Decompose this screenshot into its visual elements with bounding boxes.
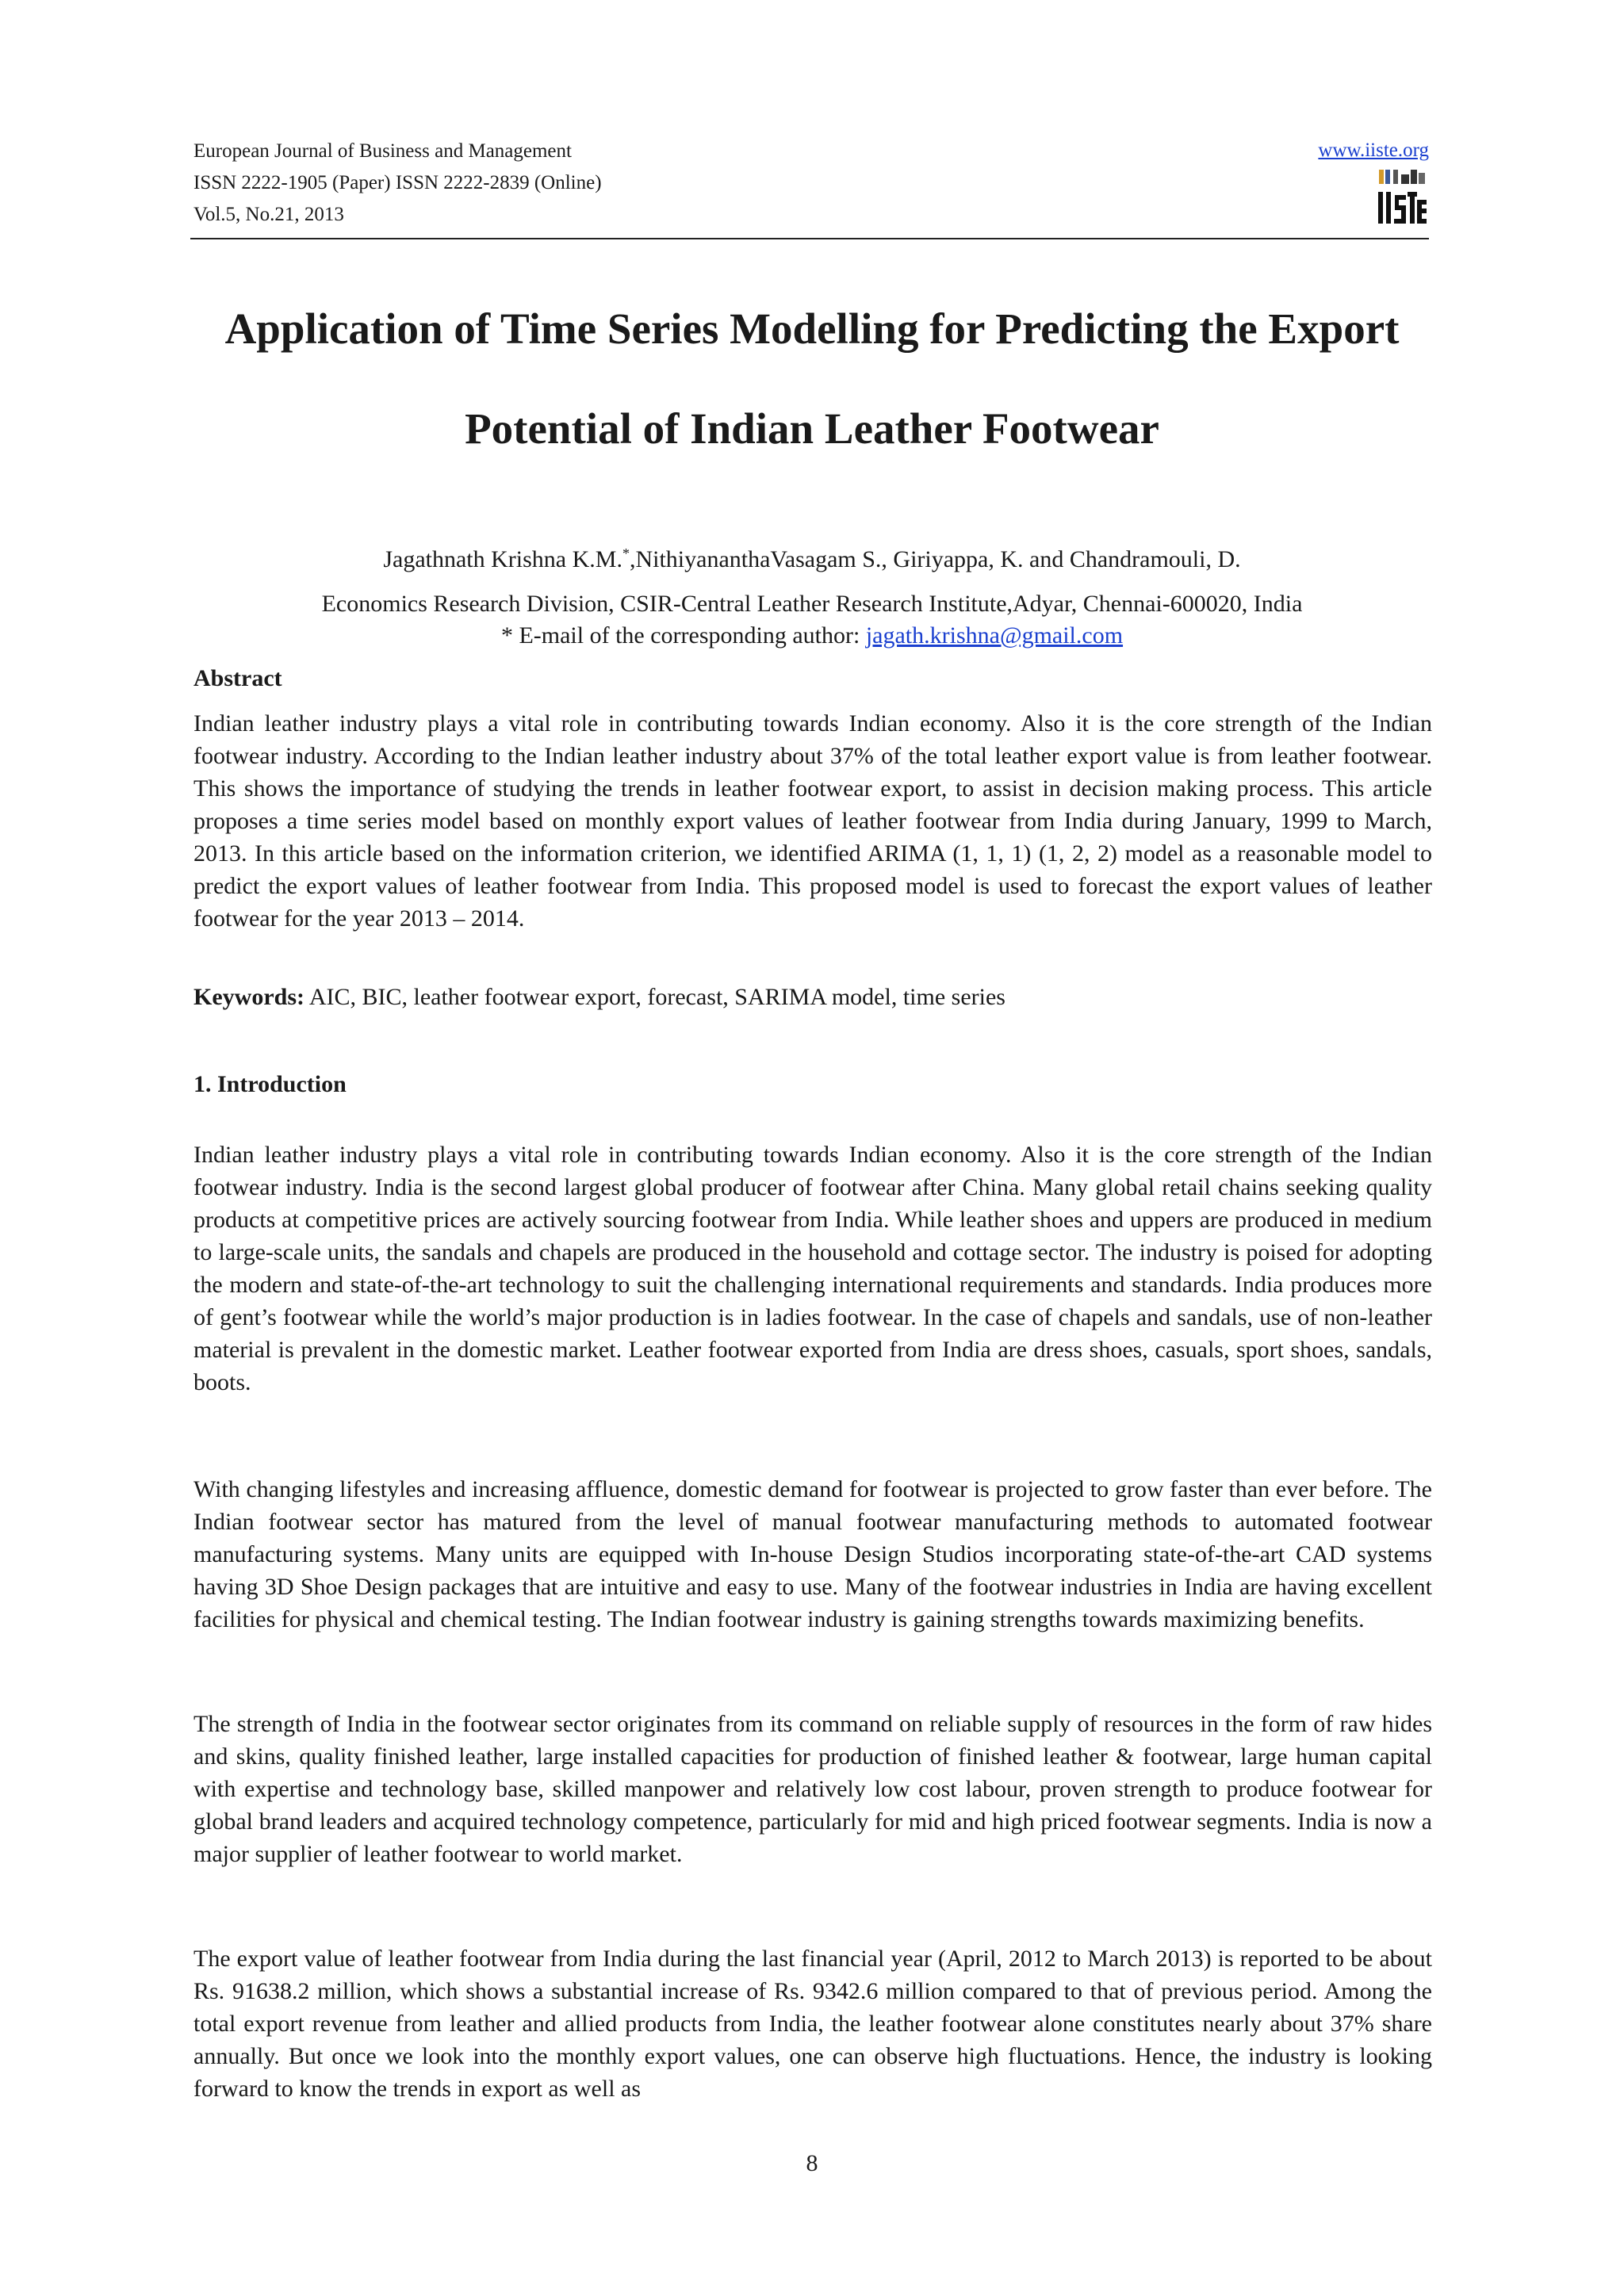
keywords-line — [193, 982, 1432, 1013]
affiliation: Economics Research Division, CSIR-Central Leather Research Institute,Adyar, Chennai-600020, India — [321, 591, 1303, 617]
abstract-text: Indian leather industry plays a vital role in contributing towards Indian economy. Also it is the core strength of the Indian footwear industry. According to the Indian leather industry about 37% of the total leather export value is from leather footwear. This shows the importance of studying the trends in leather footwear export, to assist in decision making process. This article proposes a time series model based on monthly export values of leather footwear from India during January, 1999 to March, 2013. In this article based on the information criterion, we identified ARIMA (1, 1, 1) (1, 2, 2) model as a reasonable model to predict the export values of leather footwear from India. This proposed model is used to forecast the export values of leather footwear for the year 2013 – 2014. — [193, 710, 1432, 932]
intro-paragraph: Indian leather industry plays a vital role in contributing towards Indian economy. Also it is the core strength of the Indian footwear industry. India is the second largest global producer of footwear after China. Many global retail chains seeking quality products at competitive prices are actively sourcing footwear from India. While leather shoes and uppers are produced in medium to large-scale units, the sandals and chapels are produced in the household and cottage sector. The industry is poised for adopting the modern and state-of-the-art technology to suit the challenging international requirements and standards. India produces more of gent’s footwear while the world’s major production is in ladies footwear. In the case of chapels and sandals, use of non-leather material is prevalent in the domestic market. Leather footwear exported from India are dress shoes, casuals, sport shoes, sandals, boots. — [193, 1142, 1432, 1395]
introduction-heading: 1. Introduction — [193, 1071, 347, 1097]
journal-url-link[interactable]: www.iiste.org — [1318, 140, 1429, 161]
abstract-heading: Abstract — [193, 665, 282, 691]
keywords-label: Keywords: — [193, 984, 304, 1010]
page-number: 8 — [806, 2150, 818, 2176]
keywords-text: AIC, BIC, leather footwear export, forecast, SARIMA model, time series — [304, 984, 1005, 1010]
author-list — [190, 539, 1434, 574]
intro-paragraph: The export value of leather footwear from India during the last financial year (April, 2012 to March 2013) is reported to be about Rs. 91638.2 million, which shows a substantial increase of Rs. 9342.6 million compared to that of previous period. Among the total export revenue from leather and allied products from India, the leather footwear alone constitutes nearly about 37% share annually. But once we look into the monthly export values, one can observe high fluctuations. Hence, the industry is looking forward to know the trends in export as well as — [193, 1946, 1432, 2102]
journal-name: European Journal of Business and Management — [193, 140, 572, 162]
correspondence-label: * E-mail of the corresponding author: — [500, 622, 866, 649]
volume-line: Vol.5, No.21, 2013 — [193, 204, 344, 225]
first-author: Jagathnath Krishna K.M. — [383, 546, 622, 572]
correspondence-line — [190, 620, 1434, 652]
author-email-link[interactable]: jagath.krishna@gmail.com — [865, 622, 1124, 649]
other-authors: ,NithiyananthaVasagam S., Giriyappa, K. and Chandramouli, D. — [629, 546, 1241, 572]
paper-title-line-1: Application of Time Series Modelling for Predicting the Export — [224, 304, 1400, 353]
intro-paragraph: The strength of India in the footwear sector originates from its command on reliable supply of resources in the form of raw hides and skins, quality finished leather, large installed capacities for production of finished leather & footwear, large human capital with expertise and technology base, skilled manpower and relatively low cost labour, proven strength to produce footwear for global brand leaders and acquired technology competence, particularly for mid and high priced footwear segments. India is now a major supplier of leather footwear to world market. — [193, 1711, 1432, 1867]
issn-line: ISSN 2222-1905 (Paper) ISSN 2222-2839 (Online) — [193, 172, 602, 193]
iiste-logo — [1376, 168, 1428, 228]
paper-title-line-2: Potential of Indian Leather Footwear — [465, 404, 1159, 453]
intro-paragraph: With changing lifestyles and increasing affluence, domestic demand for footwear is projected to grow faster than ever before. The Indian footwear sector has matured from the level of manual footwear manufacturing methods to automated footwear manufacturing systems. Many units are equipped with In-house Design Studios incorporating state-of-the-art CAD systems having 3D Shoe Design packages that are intuitive and easy to use. Many of the footwear industries in India are having excellent facilities for physical and chemical testing. The Indian footwear industry is gaining strengths towards maximizing benefits. — [193, 1476, 1432, 1632]
header-rule — [190, 238, 1429, 239]
corresponding-mark: * — [622, 545, 630, 561]
